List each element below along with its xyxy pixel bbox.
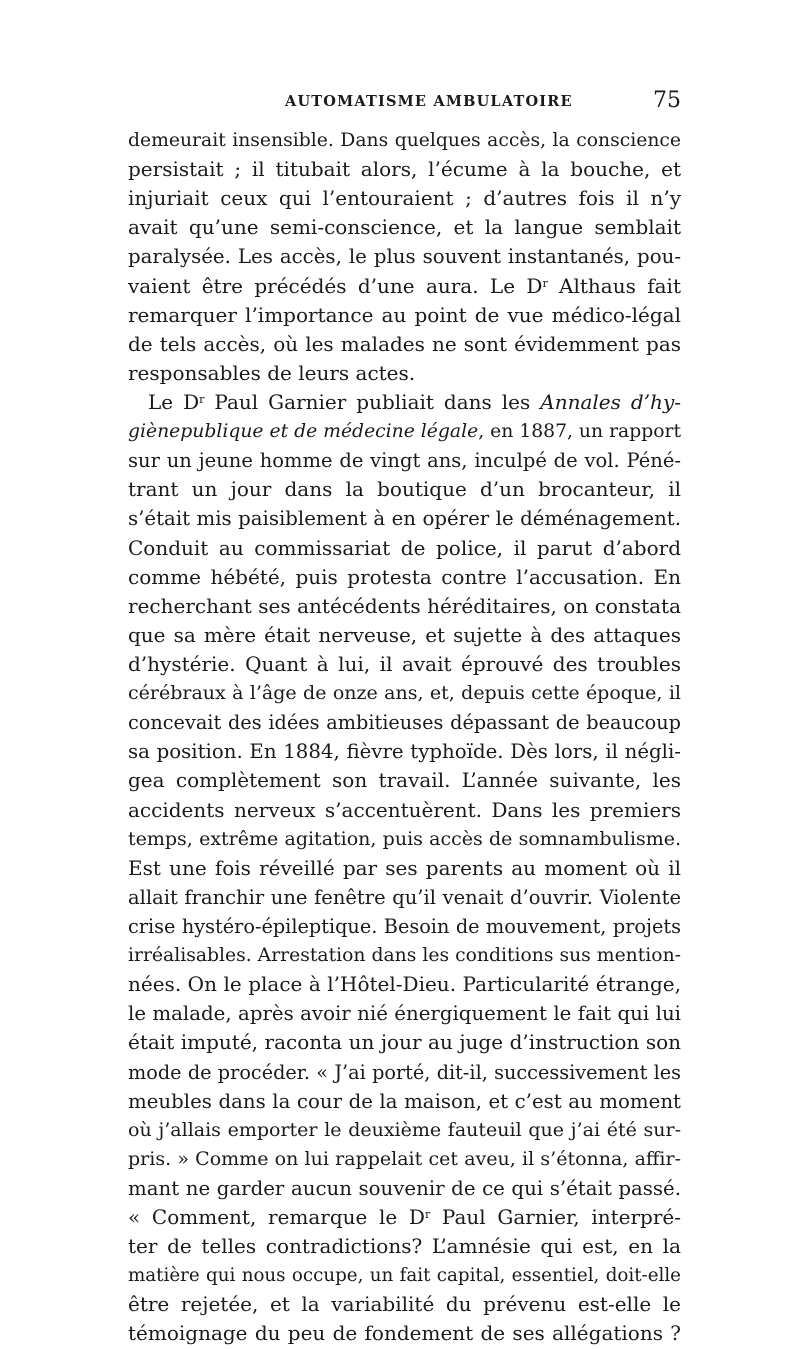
text-line bbox=[128, 941, 681, 970]
text-segment: d’hystérie. Quant à lui, il avait éprouvé des troubles bbox=[128, 651, 681, 676]
text-segment: était imputé, raconta un jour au juge d’instruction son bbox=[128, 1030, 681, 1055]
text-line bbox=[128, 475, 681, 504]
text-segment: s’était mis paisiblement à en opérer le déménagement. bbox=[128, 507, 681, 531]
text-segment: temps, extrême agitation, puis accès de somnambulisme. bbox=[128, 827, 681, 850]
text-line bbox=[128, 766, 681, 795]
text-segment: mant ne garder aucun souvenir de ce qui s’était passé. bbox=[128, 1176, 681, 1200]
text-line bbox=[128, 592, 681, 621]
text-line bbox=[128, 388, 681, 417]
superscript: r bbox=[199, 392, 205, 406]
text-segment: mode de procéder. « J’ai porté, dit-il, successivement les bbox=[128, 1060, 681, 1084]
superscript: r bbox=[424, 1208, 431, 1221]
text-segment: accidents nerveux s’accentuèrent. Dans les premiers bbox=[128, 797, 681, 822]
text-segment: recherchant ses antécédents héréditaires, on constata bbox=[128, 593, 681, 618]
text-segment: Paul Garnier, interpré- bbox=[430, 1205, 682, 1230]
text-segment: Conduit au commissariat de police, il parut d’abord bbox=[128, 535, 681, 560]
text-line bbox=[128, 155, 681, 184]
text-line bbox=[128, 1058, 681, 1087]
text-segment: paralysée. Les accès, le plus souvent instantanés, pou- bbox=[128, 245, 681, 269]
text-line bbox=[128, 737, 681, 766]
text-line bbox=[128, 708, 681, 737]
text-segment: demeurait insensible. Dans quelques accès, la conscience bbox=[128, 130, 681, 151]
text-segment: concevait des idées ambitieuses dépassant de beaucoup bbox=[128, 711, 681, 735]
text-line bbox=[128, 796, 681, 825]
text-segment: témoignage du peu de fondement de ses allégations ? bbox=[128, 1321, 681, 1346]
text-segment: irréalisables. Arrestation dans les conditions sus mention- bbox=[128, 945, 681, 967]
text-line bbox=[128, 242, 681, 271]
text-segment: remarquer l’importance au point de vue médico-légal bbox=[128, 302, 681, 327]
text-line bbox=[128, 446, 681, 475]
text-segment: injuriait ceux qui l’entouraient ; d’autres fois il n’y bbox=[128, 186, 681, 211]
body-text bbox=[128, 126, 681, 1349]
running-title: AUTOMATISME AMBULATOIRE bbox=[285, 93, 573, 110]
text-segment: avait qu’une semi-conscience, et la langue semblait bbox=[128, 215, 681, 240]
text-segment: persistait ; il titubait alors, l’écume à la bouche, et bbox=[128, 157, 681, 182]
text-line bbox=[128, 272, 681, 301]
text-line bbox=[128, 970, 681, 999]
text-segment: où j’allais emporter le deuxième fauteuil que j’ai été sur- bbox=[128, 1118, 681, 1141]
text-segment: « Comment, remarque le D bbox=[128, 1205, 425, 1230]
text-line bbox=[128, 1087, 681, 1116]
text-segment: nées. On le place à l’Hôtel-Dieu. Particularité étrange, bbox=[128, 972, 681, 997]
text-line bbox=[128, 359, 681, 388]
text-line bbox=[128, 504, 681, 533]
text-segment: le malade, après avoir nié énergiquement le fait qui lui bbox=[128, 1002, 681, 1026]
text-segment: ter de telles contradictions? L’amnésie qui est, en la bbox=[128, 1234, 681, 1259]
text-segment: pris. » Comme on lui rappelait cet aveu, il s’étonna, affir- bbox=[128, 1147, 681, 1170]
text-line bbox=[128, 999, 681, 1028]
text-segment: gea complètement son travail. L’année suivante, les bbox=[128, 768, 681, 793]
text-line bbox=[128, 417, 681, 446]
text-segment: Est une fois réveillé par ses parents au moment où il bbox=[128, 855, 681, 880]
italic-text: giènepublique et de médecine légale bbox=[128, 421, 479, 443]
italic-text: Annales d’hy- bbox=[540, 389, 681, 414]
text-line bbox=[128, 1232, 681, 1261]
text-line bbox=[128, 1145, 681, 1174]
text-segment: trant un jour dans la boutique d’un brocanteur, il bbox=[128, 477, 681, 502]
text-line bbox=[128, 912, 681, 941]
text-segment: matière qui nous occupe, un fait capital, essentiel, doit-elle bbox=[128, 1265, 681, 1287]
text-line bbox=[128, 1028, 681, 1057]
text-line bbox=[128, 854, 681, 883]
text-line bbox=[128, 1116, 681, 1145]
text-segment: crise hystéro-épileptique. Besoin de mouvement, projets bbox=[128, 914, 681, 938]
text-line bbox=[128, 563, 681, 592]
text-segment: meubles dans la cour de la maison, et c’est au moment bbox=[128, 1089, 681, 1113]
text-line bbox=[128, 184, 681, 213]
superscript: r bbox=[542, 276, 548, 290]
text-line bbox=[128, 1174, 681, 1203]
text-segment: comme hébété, puis protesta contre l’accusation. En bbox=[128, 564, 681, 589]
text-line bbox=[128, 621, 681, 650]
text-segment: , en 1887, un rapport bbox=[478, 421, 681, 443]
text-segment: Althaus fait bbox=[547, 273, 681, 298]
text-line bbox=[128, 1319, 681, 1348]
text-line bbox=[128, 534, 681, 563]
text-line bbox=[128, 1203, 681, 1232]
text-segment: vaient être précédés d’une aura. Le D bbox=[128, 273, 543, 298]
text-segment: être rejetée, et la variabilité du prévenu est-elle le bbox=[128, 1292, 681, 1317]
text-line bbox=[128, 330, 681, 359]
text-line bbox=[128, 679, 681, 708]
text-segment: Paul Garnier publiait dans les bbox=[204, 389, 541, 414]
text-line bbox=[128, 1261, 681, 1290]
text-segment: sur un jeune homme de vingt ans, inculpé de vol. Péné- bbox=[128, 449, 681, 473]
text-segment: allait franchir une fenêtre qu’il venait d’ouvrir. Violente bbox=[128, 885, 681, 909]
text-segment: responsables de leurs actes. bbox=[128, 360, 416, 385]
text-line bbox=[128, 825, 681, 854]
text-line bbox=[128, 883, 681, 912]
text-segment: Le D bbox=[148, 389, 200, 414]
text-line bbox=[128, 650, 681, 679]
text-segment: de tels accès, où les malades ne sont évidemment pas bbox=[128, 331, 681, 356]
text-line bbox=[128, 213, 681, 242]
text-segment: sa position. En 1884, fièvre typhoïde. Dès lors, il négli- bbox=[128, 740, 681, 764]
page-header bbox=[285, 88, 681, 118]
page-number: 75 bbox=[653, 88, 681, 113]
text-line bbox=[128, 1290, 681, 1319]
text-line bbox=[128, 126, 681, 155]
text-line bbox=[128, 301, 681, 330]
text-segment: cérébraux à l’âge de onze ans, et, depuis cette époque, il bbox=[128, 682, 681, 705]
text-segment: que sa mère était nerveuse, et sujette à des attaques bbox=[128, 622, 681, 647]
